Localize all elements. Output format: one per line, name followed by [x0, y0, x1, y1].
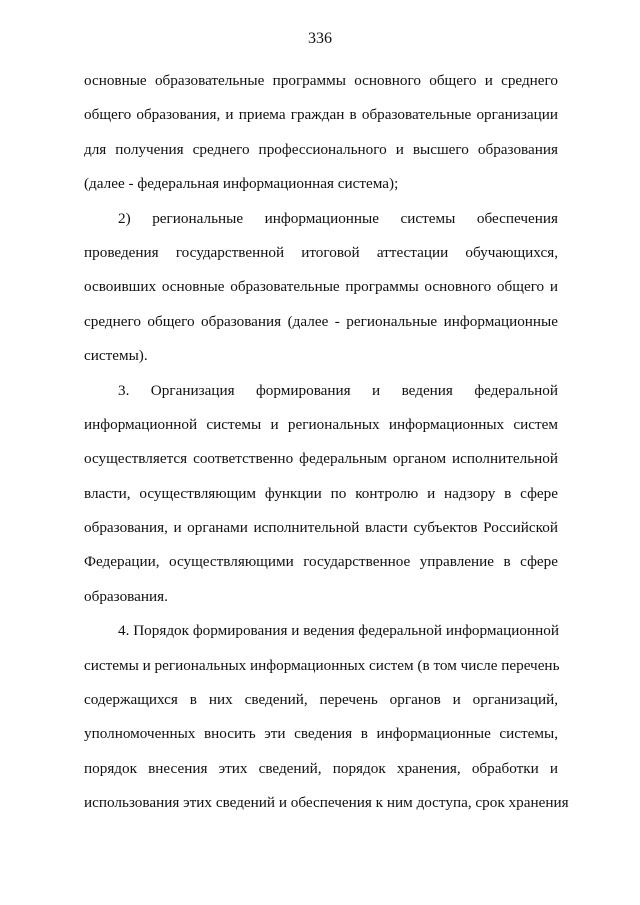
- text-line: Федерации, осуществляющими государственное управление в сфере: [84, 553, 558, 571]
- text-line: системы).: [84, 347, 148, 365]
- text-line: системы и региональных информационных систем (в том числе перечень: [84, 656, 560, 674]
- text-line: образования, и органами исполнительной власти субъектов Российской: [84, 519, 558, 537]
- text-line: образования.: [84, 587, 168, 605]
- text-line: для получения среднего профессионального и высшего образования: [84, 140, 558, 158]
- text-line: информационной системы и региональных информационных систем: [84, 415, 558, 433]
- text-line: общего образования, и приема граждан в образовательные организации: [84, 106, 558, 124]
- text-line: 2) региональные информационные системы обеспечения: [118, 209, 558, 227]
- text-line: проведения государственной итоговой аттестации обучающихся,: [84, 243, 558, 261]
- text-line: власти, осуществляющим функции по контролю и надзору в сфере: [84, 484, 558, 502]
- text-line: 4. Порядок формирования и ведения федеральной информационной: [118, 622, 559, 640]
- text-line: уполномоченных вносить эти сведения в информационные системы,: [84, 725, 558, 743]
- text-line: освоивших основные образовательные программы основного общего и: [84, 278, 558, 296]
- text-line: 3. Организация формирования и ведения федеральной: [118, 381, 558, 399]
- page-number: 336: [308, 30, 332, 47]
- text-line: осуществляется соответственно федеральным органом исполнительной: [84, 450, 558, 468]
- text-line: (далее - федеральная информационная система);: [84, 175, 399, 193]
- text-line: порядок внесения этих сведений, порядок хранения, обработки и: [84, 759, 558, 777]
- text-line: среднего общего образования (далее - региональные информационные: [84, 312, 558, 330]
- text-line: использования этих сведений и обеспечения к ним доступа, срок хранения: [84, 794, 569, 812]
- text-line: основные образовательные программы основного общего и среднего: [84, 72, 558, 89]
- text-line: содержащихся в них сведений, перечень органов и организаций,: [84, 691, 558, 709]
- body-text: [84, 64, 569, 821]
